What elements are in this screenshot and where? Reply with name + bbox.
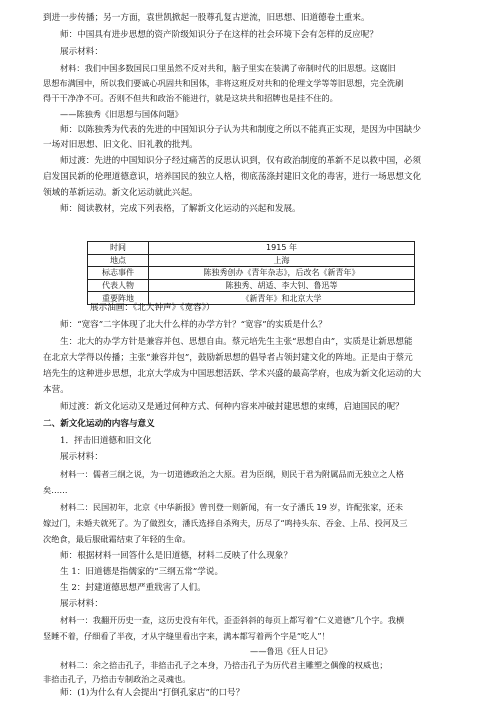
material-line: 材料二：余之掊击孔子，非掊击孔子之本身，乃掊击孔子为历代君主雕塑之偶像的权威也； [60,660,388,670]
section-heading: 二、新文化运动的内容与意义 [43,419,155,429]
table-cell: 标志事件 [88,267,149,280]
table-cell: 重要阵地 [88,292,149,305]
subsection-heading: 1．抨击旧道德和旧文化 [60,436,152,446]
text-line: 展示材料： [60,452,103,462]
text-line: 师过渡：新文化运动又是通过何种方式、何种内容来冲破封建思想的束缚，启迪国民的呢？ [60,402,404,412]
text-line: 培先生的这种进步思想，北京大学成为中国思想活跃、学术兴盛的最高学府，也成为新文化运动的大 [43,369,422,379]
text-line: 师：“宽容”二字体现了北大什么样的办学方针？“宽容”的实质是什么？ [60,320,327,330]
table-row [88,267,415,280]
text-line: 生 2：封建道德思想严重戕害了人们。 [60,583,206,593]
text-line: 生：北大的办学方针是兼容并包、思想自由。蔡元培先生主张“思想自由”，实质是让新思想能 [60,337,413,347]
table-cell: 陈独秀、胡适、李大钊、鲁迅等 [149,279,415,292]
table-cell: 地点 [88,254,149,267]
material-line: 矣…… [43,485,68,495]
material-line: 材料一：儒者三纲之说，为一切道德政治之大原。君为臣纲，则民于君为附属品而无独立之人格 [60,469,404,479]
text-line: 师：阅读教材，完成下列表格，了解新文化运动的兴起和发展。 [60,204,301,214]
table-row [88,279,415,292]
text-line: 师：(1)为什么有人会提出“打倒孔家店”的口号？ [60,688,245,698]
material-line: 材料二：民国初年，北京《中华新报》曾刊登一则新闻，有一女子潘氏 19 岁，许配张家，还未 [60,502,404,512]
text-line: 师过渡：先进的中国知识分子经过痛苦的反思认识到，仅有政治制度的革新不足以救中国，必须 [60,156,421,166]
material-line: 思想布满国中，所以我们要诚心巩固共和国体，非将这班反对共和的伦理文学等等旧思想，完全洗刷 [43,78,404,88]
text-line: 展示材料： [60,599,103,609]
citation: ——陈独秀《旧思想与国体问题》 [60,109,183,119]
material-line: 次绝食，最后服砒霜结束了年轻的生命。 [43,534,191,544]
text-line: 一场对旧思想、旧文化、旧礼教的批判。 [43,140,198,150]
text-line: 启发国民新的伦理道德意识，培养国民的独立人格，彻底荡涤封建旧文化的毒害，进行一场思想文化 [43,172,422,182]
text-line: 展示油画：《北大钟声》《宽容》） [90,303,215,313]
table-cell: 《新青年》和北京大学 [149,292,415,305]
table-row [88,242,415,255]
text-line: 本营。 [43,385,69,395]
citation: ——鲁迅《狂人日记》 [250,646,332,656]
table-cell: 上海 [149,254,415,267]
text-line: 在北京大学得以传播；主张“兼容并包”，鼓励新思想的倡导者占领封建文化的阵地。正是由于蔡元 [43,353,413,363]
table-cell: 时间 [88,242,149,255]
movement-table [87,241,415,305]
table-cell: 代表人物 [88,279,149,292]
text-line: 展示材料： [60,47,103,57]
material-line: 材料一：我翻开历史一查，这历史没有年代，歪歪斜斜的每页上都写着“仁义道德”几个字。我横 [60,615,405,625]
text-line: 生 1：旧道德是指儒家的“三纲五常”学说。 [60,567,224,577]
material-line: 非掊击孔子，乃掊击专制政治之灵魂也。 [43,674,191,684]
material-line: 材料：我们中国多数国民口里虽然不反对共和，脑子里实在装满了帝制时代的旧思想。这腐旧 [60,63,396,73]
table-cell: 1915 年 [149,242,415,255]
text-line: 师：以陈独秀为代表的先进的中国知识分子认为共和制度之所以不能真正实现，是因为中国缺少 [60,125,421,135]
material-line: 竖睡不着，仔细看了半夜，才从字缝里看出字来，满本都写着两个字是“吃人”！ [43,631,330,641]
text-line: 师：根据材料一回答什么是旧道德，材料二反映了什么现象？ [60,551,293,561]
material-line: 得干干净净不可。否则不但共和政治不能进行，就是这块共和招牌也是挂不住的。 [43,93,338,103]
text-line: 到进一步传播；另一方面，袁世凯掀起一股尊孔复古逆流，旧思想、旧道德卷土重来。 [43,13,370,23]
text-line: 领域的革新运动。新文化运动就此兴起。 [43,188,198,198]
table-cell: 陈独秀创办《青年杂志》，后改名《新青年》 [149,267,415,280]
material-line: 嫁过门，未婚夫就死了。为了做烈女，潘氏选择自杀殉夫，历尽了“鸣持头东、吞金、上吊、投河及三 [43,518,408,528]
table-row [88,254,415,267]
text-line: 师：中国具有进步思想的资产阶级知识分子在这样的社会环境下会有怎样的反应呢？ [60,30,378,40]
